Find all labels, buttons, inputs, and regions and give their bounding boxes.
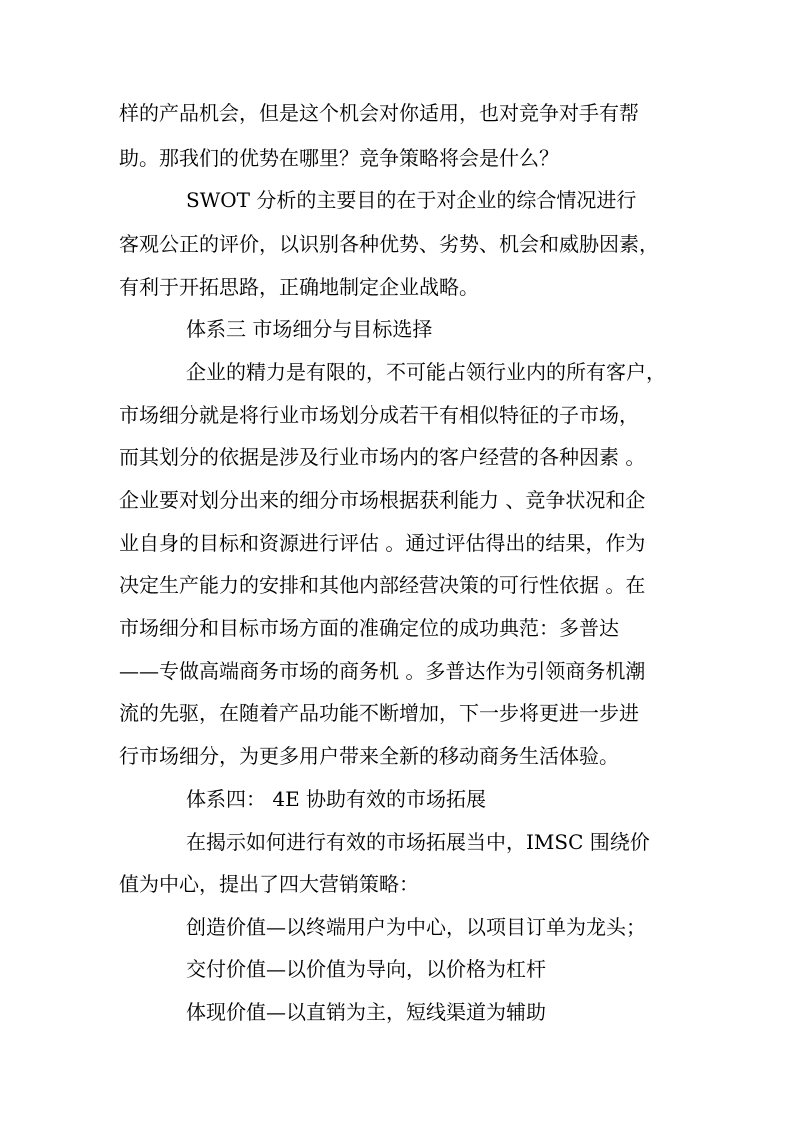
strategy-item: 创造价值—以终端用户为中心，以项目订单为龙头； xyxy=(186,915,646,939)
paragraph-line: 行市场细分，为更多用户带来全新的移动商务生活体验。 xyxy=(119,744,619,768)
paragraph-line: 助。那我们的优势在哪里？竞争策略将会是什么？ xyxy=(119,146,559,170)
section-heading-3: 体系三 市场细分与目标选择 xyxy=(186,317,433,341)
paragraph-line: 样的产品机会，但是这个机会对你适用，也对竞争对手有帮 xyxy=(119,101,639,125)
strategy-item: 交付价值—以价值为导向，以价格为杠杆 xyxy=(186,957,546,981)
paragraph-line: 流的先驱，在随着产品功能不断增加，下一步将更进一步进 xyxy=(119,701,639,725)
paragraph-line: 企业要对划分出来的细分市场根据获利能力 、竞争状况和企 xyxy=(119,488,646,512)
paragraph-line: 而其划分的依据是涉及行业市场内的客户经营的各种因素 。 xyxy=(119,445,646,469)
paragraph-line: 业自身的目标和资源进行评估 。通过评估得出的结果，作为 xyxy=(119,531,646,555)
paragraph-line: 值为中心，提出了四大营销策略： xyxy=(119,872,419,896)
section-heading-4: 体系四： 4E 协助有效的市场拓展 xyxy=(186,787,487,811)
strategy-item: 体现价值—以直销为主，短线渠道为辅助 xyxy=(186,1000,546,1024)
paragraph-line: SWOT 分析的主要目的在于对企业的综合情况进行 xyxy=(186,188,637,212)
paragraph-line: 市场细分就是将行业市场划分成若干有相似特征的子市场， xyxy=(119,403,639,427)
paragraph-line: 客观公正的评价，以识别各种优势、劣势、机会和威胁因素， xyxy=(119,232,659,256)
paragraph-line: 在揭示如何进行有效的市场拓展当中，IMSC 围绕价 xyxy=(186,830,650,854)
paragraph-line: 企业的精力是有限的，不可能占领行业内的所有客户， xyxy=(186,360,666,384)
paragraph-line: 决定生产能力的安排和其他内部经营决策的可行性依据 。在 xyxy=(119,573,646,597)
paragraph-line: 市场细分和目标市场方面的准确定位的成功典范：多普达 xyxy=(119,616,619,640)
paragraph-line: ——专做高端商务市场的商务机 。多普达作为引领商务机潮 xyxy=(119,659,646,683)
paragraph-line: 有利于开拓思路，正确地制定企业战略。 xyxy=(119,275,479,299)
